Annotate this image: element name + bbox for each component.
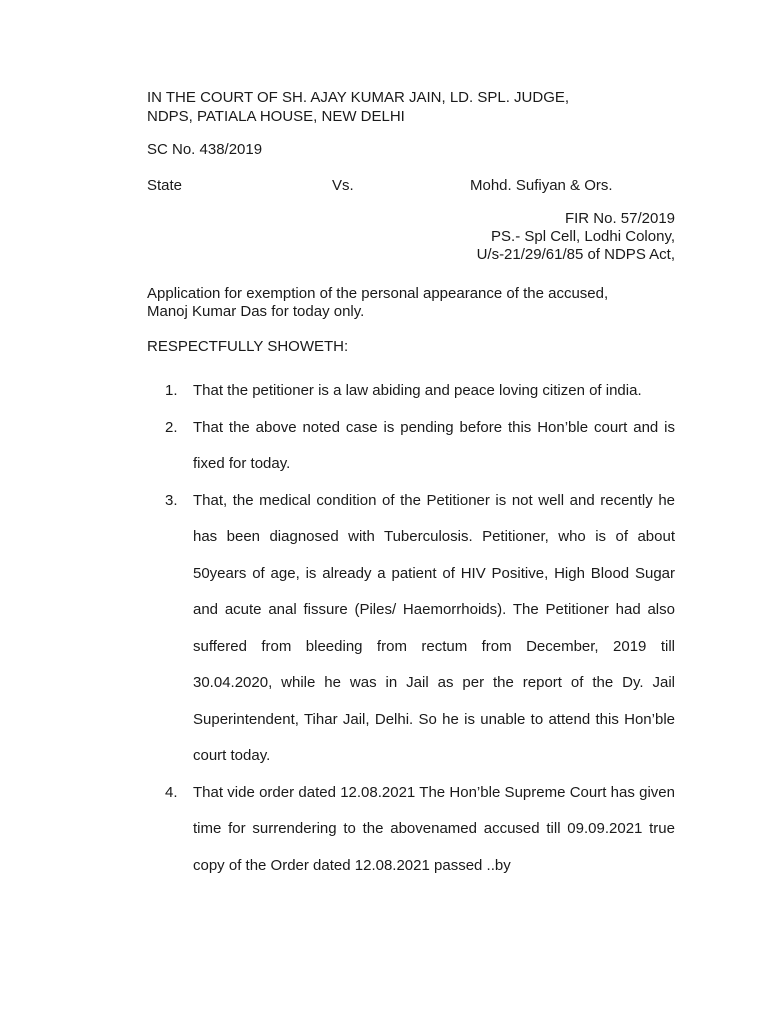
court-heading-line-2: NDPS, PATIALA HOUSE, NEW DELHI [147, 108, 405, 125]
application-line-2: Manoj Kumar Das for today only. [147, 303, 365, 320]
fir-number: FIR No. 57/2019 [564, 210, 675, 227]
list-item-number: 1. [165, 382, 178, 399]
list-item-text: That the petitioner is a law abiding and peace loving citizen of india. [193, 382, 642, 399]
list-item [165, 410, 675, 483]
fir-details [477, 210, 675, 264]
list-item-number: 3. [165, 491, 178, 509]
list-item-number: 4. [165, 783, 178, 801]
case-number: SC No. 438/2019 [147, 141, 263, 158]
party-state: State [147, 177, 183, 194]
party-versus: Vs. [332, 177, 354, 194]
list-item-text: That, the medical condition of the Petitioner is not well and recently he has been diagnosed with Tuberculosis. Petitioner, who is of about 50years of age, is already a patient of HIV Positive, High Blood Sugar and acute anal fissure (Piles/ Haemorrhoids). The Petitioner had also suffered from bleeding from rectum from December, 2019 till 30.04.2020, while he was in Jail as per the report of the Dy. Jail Superintendent, Tihar Jail, Delhi. So he is unable to attend this Hon’ble court today. [193, 491, 675, 764]
application-title [147, 285, 687, 321]
list-item [165, 373, 675, 410]
application-line-1: Application for exemption of the personal appearance of the accused, [147, 285, 609, 302]
fir-police-station: PS.- Spl Cell, Lodhi Colony, [491, 228, 675, 245]
list-item [165, 483, 675, 775]
court-heading [147, 88, 687, 126]
party-accused: Mohd. Sufiyan & Ors. [470, 177, 613, 194]
parties-line [147, 176, 677, 195]
list-item [165, 775, 675, 885]
list-item-number: 2. [165, 418, 178, 436]
respectfully-showeth: RESPECTFULLY SHOWETH: [147, 338, 349, 355]
list-item-text: That the above noted case is pending before this Hon’ble court and is fixed for today. [193, 418, 675, 472]
court-heading-line-1: IN THE COURT OF SH. AJAY KUMAR JAIN, LD. SPL. JUDGE, [147, 89, 570, 106]
fir-sections: U/s-21/29/61/85 of NDPS Act, [476, 246, 675, 263]
list-item-text: That vide order dated 12.08.2021 The Hon’ble Supreme Court has given time for surrendering to the abovenamed accused till 09.09.2021 true copy of the Order dated 12.08.2021 passed ..by [193, 783, 675, 874]
petition-points [165, 373, 675, 884]
